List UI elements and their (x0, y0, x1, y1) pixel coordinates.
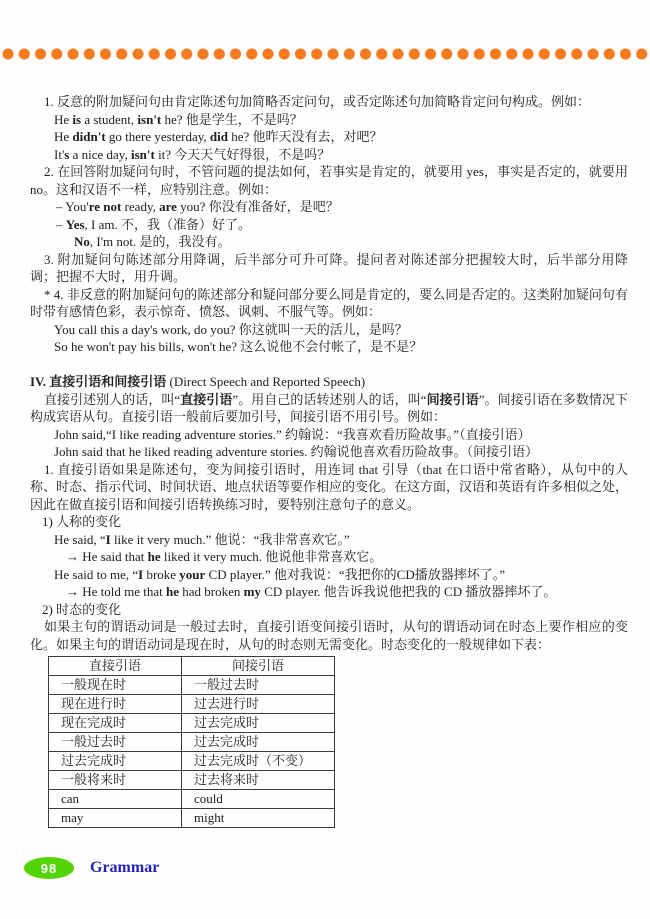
text-segment: He (54, 129, 73, 144)
table-cell: 过去完成时 (182, 733, 335, 752)
example-line (54, 111, 628, 129)
table-cell: 过去将来时 (182, 771, 335, 790)
table-cell: 一般现在时 (49, 676, 182, 695)
text-segment: John said,“I like reading adventure stories.” 约翰说：“我喜欢看历险故事。”（直接引语） (54, 426, 531, 442)
text-segment: → He told me that (66, 584, 167, 599)
example-line (54, 531, 628, 549)
dotted-divider (0, 46, 650, 62)
text-segment: he (147, 549, 161, 564)
tense-table-body (49, 676, 335, 828)
table-header-cell: 直接引语 (49, 657, 182, 676)
text-segment: 2) 时态的变化 (42, 601, 122, 617)
text-segment: did (209, 129, 228, 144)
example-line (54, 443, 628, 461)
text-segment: Yes (65, 216, 85, 232)
text-segment: he? 他是学生，不是吗？ (161, 111, 303, 127)
text-segment: , I'm not. 是的，我没有。 (89, 234, 231, 249)
table-cell: 过去进行时 (182, 695, 335, 714)
item-4 (30, 286, 628, 321)
example-line (54, 321, 628, 339)
text-segment: 如果主句的谓语动词是一般过去时，直接引语变间接引语时，从句的谓语动词在时态上要作相应的变化。如果主句的谓语动词是现在时，从句的时态则无需变化。时态变化的一般规律如下表： (30, 619, 628, 652)
table-row (49, 676, 335, 695)
text-segment: → He said that (66, 549, 148, 564)
text-segment: ready, (121, 199, 160, 214)
text-segment: I (105, 531, 111, 547)
text-segment: , I am. 不，我（准备）好了。 (84, 216, 251, 232)
table-row (49, 809, 335, 828)
text-segment: a student, (81, 111, 138, 127)
page-number-badge: 98 (24, 857, 74, 879)
text-segment: 1. 反意的附加疑问句由肯定陈述句加简略否定问句，或否定陈述句加简略肯定问句构成。例如： (44, 94, 591, 109)
text-segment: * 4. 非反意的附加疑问句的陈述部分和疑问部分要么同是肯定的，要么同是否定的。这类附加疑问句有时带有感情色彩，表示惊奇、愤怒、讽刺、不服气等。例如： (30, 286, 628, 319)
text-segment: broke (143, 566, 180, 582)
text-segment: 直接引语 (180, 391, 233, 407)
table-row (49, 695, 335, 714)
main-text (30, 93, 628, 653)
example-line (54, 338, 628, 356)
text-segment: didn't (72, 129, 106, 144)
table-cell: can (49, 790, 182, 809)
example-line (54, 426, 628, 444)
text-segment: John said that he liked reading adventure stories. 约翰说他喜欢看历险故事。（间接引语） (54, 444, 539, 459)
text-segment: 间接引语 (426, 391, 479, 407)
text-segment: So he won't pay his bills, won't he? 这么说他不会付帐了，是不是？ (54, 339, 423, 354)
text-segment: go there yesterday, (105, 129, 210, 144)
text-segment: It' (54, 146, 65, 162)
text-segment: He (54, 111, 73, 127)
text-segment: isn't (137, 111, 162, 127)
item-1 (30, 93, 628, 111)
table-cell: may (49, 809, 182, 828)
tense-table-wrap (48, 656, 335, 828)
table-row (49, 790, 335, 809)
example-line (66, 548, 628, 566)
example-line (74, 233, 628, 251)
table-cell: 过去完成时 (182, 714, 335, 733)
table-cell: 现在完成时 (49, 714, 182, 733)
table-header-cell: 间接引语 (182, 657, 335, 676)
text-segment: your (179, 566, 206, 582)
table-row (49, 714, 335, 733)
table-cell: 现在进行时 (49, 695, 182, 714)
page-footer (24, 855, 159, 881)
text-segment: my (243, 584, 261, 599)
spacer (30, 356, 628, 374)
subitem-person (42, 513, 628, 531)
text-segment: liked it very much. 他说他非常喜欢它。 (160, 549, 383, 564)
example-line (66, 583, 628, 601)
text-segment: you? 你没有准备好，是吧？ (176, 199, 339, 214)
text-segment: – (56, 216, 66, 232)
text-segment: 1) 人称的变化 (42, 514, 122, 529)
text-segment: ”。间接引语在多数情况下构成宾语从句。直接引语一般前后要加引号，间接引语不用引号。例如： (30, 391, 628, 424)
example-line (56, 198, 628, 216)
footer-section-label: Grammar (90, 859, 160, 876)
subitem-tense (42, 601, 628, 619)
text-segment: 2. 在回答附加疑问句时，不管问题的提法如何，若事实是肯定的，就要用 yes，事实是否定的，就要用 no。这和汉语不一样，应特别注意。例如： (30, 164, 628, 197)
item-3 (30, 251, 628, 286)
intro-paragraph (30, 391, 628, 426)
table-header-row (49, 657, 335, 676)
text-segment: he? 他昨天没有去，对吧？ (227, 129, 383, 144)
text-segment: I (138, 566, 144, 582)
table-cell: might (182, 809, 335, 828)
text-segment: s (64, 146, 70, 162)
example-line (54, 566, 628, 584)
table-cell: 一般将来时 (49, 771, 182, 790)
text-segment: had broken (179, 584, 244, 599)
text-segment: isn't (130, 146, 155, 162)
table-cell: 过去完成时（不变） (182, 752, 335, 771)
tense-table-head (49, 657, 335, 676)
text-segment: He said, “ (54, 531, 106, 547)
text-segment: it? 今天天气好得很，不是吗？ (154, 146, 331, 162)
table-cell: 过去完成时 (49, 752, 182, 771)
table-cell: 一般过去时 (182, 676, 335, 695)
table-cell: could (182, 790, 335, 809)
text-segment: is (72, 111, 82, 127)
text-segment: he (166, 584, 180, 599)
table-row (49, 733, 335, 752)
text-segment: – You' (56, 199, 89, 214)
text-segment: 直接引述别人的话，叫“ (44, 391, 181, 407)
text-segment: re not (88, 199, 122, 214)
table-cell: 一般过去时 (49, 733, 182, 752)
text-segment: No (74, 234, 90, 249)
section-heading (30, 373, 628, 391)
text-segment: CD player.” 他对我说：“我把你的CD播放器摔坏了。” (205, 566, 505, 582)
table-row (49, 771, 335, 790)
example-line (54, 146, 628, 164)
text-segment: 1. 直接引语如果是陈述句，变为间接引语时，用连词 that 引导（that 在口语中常省略），从句中的人称、时态、指示代词、时间状语、地点状语等要作相应的变化。在这方面，汉语和英语有许多相似之处，因此在做直接引语和间接引语转换练习时，要特别注意句子的意义。 (30, 461, 629, 512)
tense-table (48, 656, 335, 828)
text-segment: He said to me, “ (54, 566, 139, 582)
text-segment: like it very much.” 他说：“我非常喜欢它。” (110, 531, 350, 547)
example-line (56, 216, 628, 234)
item-2 (30, 163, 628, 198)
text-segment: ”。用自己的话转述别人的话，叫“ (232, 391, 427, 407)
text-segment: (Direct Speech and Reported Speech) (166, 374, 366, 389)
text-segment: 3. 附加疑问句陈述部分用降调，后半部分可升可降。提问者对陈述部分把握较大时，后半部分用降调；把握不大时，用升调。 (30, 251, 628, 284)
text-segment: You call this a day's work, do you? 你这就叫一天的活儿，是吗？ (54, 321, 408, 337)
text-segment: IV. 直接引语和间接引语 (30, 374, 167, 389)
text-segment: CD player. 他告诉我说他把我的 CD 播放器摔坏了。 (260, 584, 557, 599)
item-1-reported (30, 461, 628, 514)
example-line (54, 128, 628, 146)
table-row (49, 752, 335, 771)
tense-paragraph (30, 618, 628, 653)
text-segment: are (159, 199, 177, 214)
text-segment: a nice day, (69, 146, 131, 162)
